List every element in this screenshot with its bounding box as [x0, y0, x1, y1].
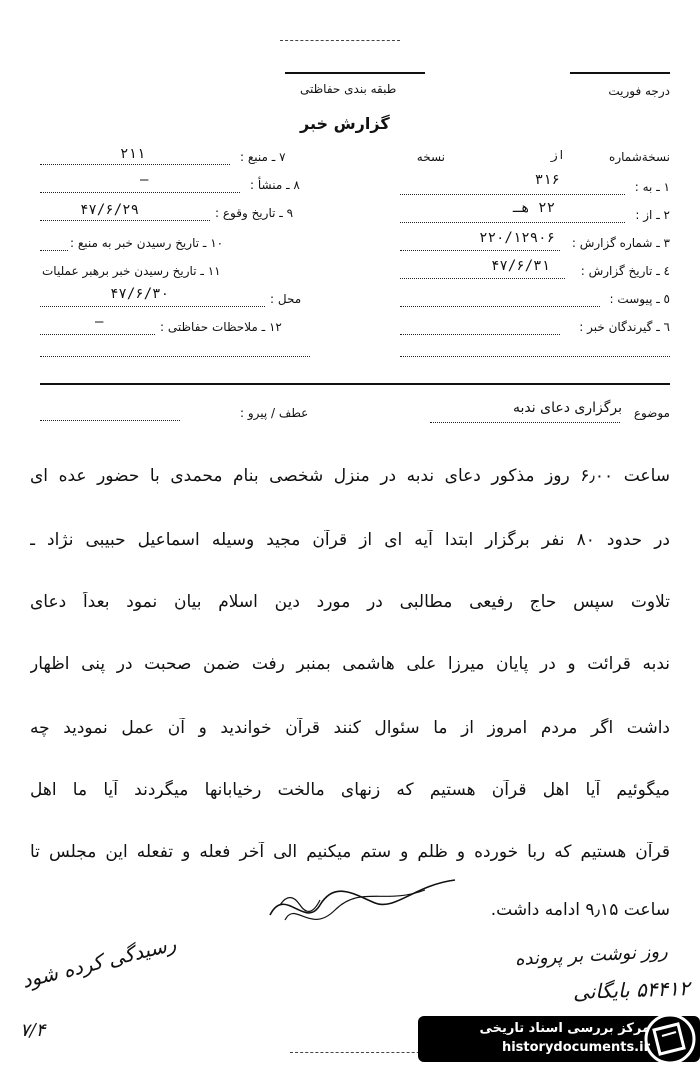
report-date-label: ٤ ـ تاریخ گزارش : [580, 264, 670, 278]
source-received-date-label: ۱۰ ـ تاریخ رسیدن خبر به منبع : [70, 236, 224, 250]
copy-number-value: از [550, 148, 565, 162]
urgency-label: درجه فوریت [608, 84, 670, 98]
body-line: داشت اگر مردم امروز از ما سئوال کنند قرآن خواندید و آن عمل نمودید چه [30, 718, 670, 738]
subject-label: موضوع [633, 406, 670, 420]
header-rule-mid [285, 72, 425, 74]
to-label: ۱ ـ به : [634, 180, 670, 194]
copy-number-extra: نسخه [416, 150, 445, 164]
signature-scribble-icon [265, 875, 465, 935]
handwritten-code: ۷/۴ [20, 1020, 46, 1041]
handwritten-note-right: روز نوشت بر پرونده [514, 941, 669, 970]
location-label: محل : [270, 292, 302, 306]
header-rule-right [570, 72, 670, 74]
classification-label: طبقه بندی حفاظتی [300, 82, 397, 96]
body-line-last: ساعت ۹٫۱۵ ادامه داشت. [490, 900, 670, 920]
security-notes-value: — [95, 314, 105, 330]
body-line: ندبه قرائت و در پایان میرزا علی هاشمی بمنبر رفت ضمن صحبت در پنی اظهار [30, 654, 670, 674]
reference-label: عطف / پیرو : [240, 406, 309, 420]
occurrence-date-value: ۴۷/۶/۲۹ [80, 202, 140, 218]
location-value: ۴۷/۶/۳۰ [110, 286, 170, 302]
recipients-label: ٦ ـ گیرندگان خبر : [579, 320, 670, 334]
from-value: ۲۲ هـ [512, 200, 555, 216]
body-line: ساعت ۶٫۰۰ روز مذکور دعای ندبه در منزل شخصی بنام محمدی با حضور عده ای [30, 466, 670, 486]
to-value: ۳۱۶ [534, 172, 560, 188]
body-line: در حدود ۸۰ نفر برگزار ابتدا آیه ای از قرآن مجید وسیله اسماعیل حبیبی نژاد ـ [30, 530, 670, 550]
body-line: تلاوت سپس حاج رفیعی مطالبی در مورد دین اسلام بیان نمود بعداً دعای [30, 592, 670, 612]
report-number-value: ۲۲۰/۱۲۹۰۶ [479, 230, 555, 246]
body-line: میگوئیم آیا اهل قرآن هستیم که زنهای مالخت رخیابانها میگردند آیا ما اهل [30, 780, 670, 800]
page-title: گزارش خبر [300, 114, 390, 133]
report-number-label: ۳ ـ شماره گزارش : [571, 236, 670, 250]
attachment-label: ٥ ـ پیوست : [609, 292, 670, 306]
top-stamp-line [280, 40, 400, 41]
watermark [418, 1008, 700, 1070]
from-label: ۲ ـ از : [635, 208, 670, 222]
source-value: ۲۱۱ [120, 146, 146, 162]
source-label: ۷ ـ منبع : [240, 150, 286, 164]
copy-number-label: نسخةشماره [609, 150, 670, 164]
origin-value: — [140, 172, 150, 188]
ops-received-date-label: ۱۱ ـ تاریخ رسیدن خبر برهبر عملیات [42, 264, 221, 278]
security-notes-label: ۱۲ ـ ملاحظات حفاظتی : [160, 320, 282, 334]
subject-text: برگزاری دعای ندبه [513, 400, 622, 416]
report-date-value: ۴۷/۶/۳۱ [490, 258, 550, 274]
handwritten-note-left: رسیدگی کرده شود [19, 931, 179, 993]
section-divider [40, 383, 670, 385]
occurrence-date-label: ۹ ـ تاریخ وقوع : [215, 206, 294, 220]
watermark-url: historydocuments.ir [501, 1040, 650, 1055]
watermark-org: مرکز بررسی اسناد تاریخی [479, 1021, 650, 1036]
body-line: قرآن هستیم که ربا خورده و ظلم و ستم میکنیم الی آخر فعله و تفعله این مجلس تا [30, 842, 670, 862]
handwritten-number: ۵۴۴۱۲ بایگانی [572, 975, 691, 1005]
origin-label: ۸ ـ منشأ : [250, 178, 300, 192]
